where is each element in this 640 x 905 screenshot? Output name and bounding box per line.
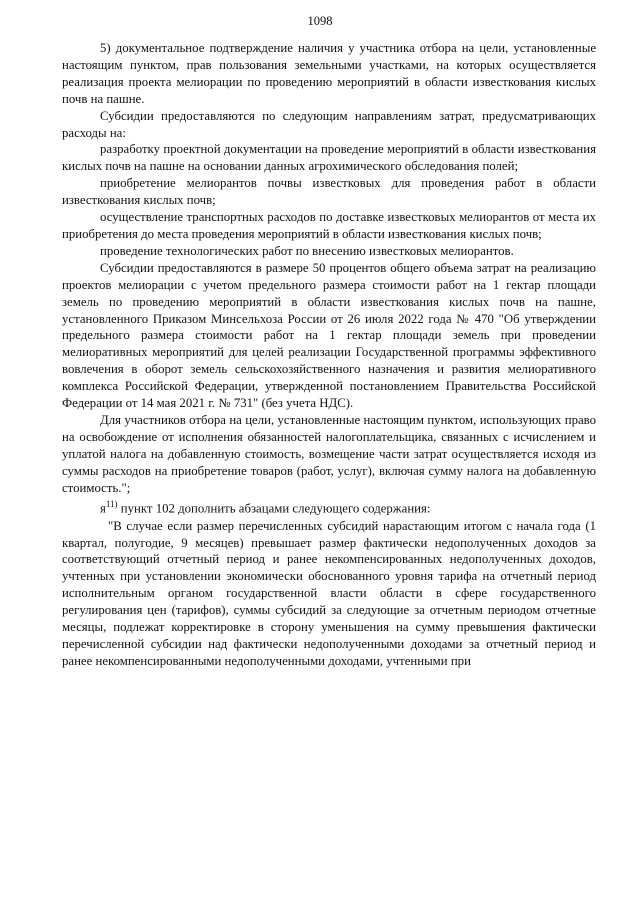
paragraph-technological-works: проведение технологических работ по внесению известковых мелиорантов.	[100, 243, 514, 258]
paragraph-item-11	[62, 496, 596, 517]
paragraph-subsidy-directions: Субсидии предоставляются по следующим направлениям затрат, предусматривающих расходы на:	[62, 108, 596, 140]
paragraph-design-documentation: разработку проектной документации на проведение мероприятий в области известкования кислых почв на пашне на основании данных агрохимического обследования полей;	[62, 142, 596, 174]
page-number: 1098	[307, 14, 333, 28]
paragraph-ameliorant-purchase: приобретение мелиорантов почвы известковых для проведения работ в области известкования кислых почв;	[62, 176, 596, 208]
item-superscript: 11)	[105, 499, 118, 510]
paragraph-vat-exemption: Для участников отбора на цели, установленные настоящим пунктом, использующих право на освобождение от исполнения обязанностей налогоплательщика, связанных с исчислением и уплатой налога на добавленную стоимость, возмещение части затрат осуществляется исходя из суммы расходов на приобретение товаров (работ, услуг), включая сумму налога на добавленную стоимость.";	[62, 412, 596, 495]
item-marker: я	[100, 501, 106, 516]
paragraph-transport-expenses: осуществление транспортных расходов по доставке известковых мелиорантов от места их приобретения до места проведения мероприятий в области известкования кислых почв;	[62, 210, 596, 241]
paragraph-subsidy-amount: Субсидии предоставляются в размере 50 процентов общего объема затрат на реализацию проектов мелиорации с учетом предельного размера стоимости работ на 1 гектар площади земель по проведению мероприятий в области известкования кислых почв на пашне, установленного Приказом Минсельхоза России от 26 июля 2022 года № 470 "Об утверждении предельного размера стоимости работ на 1 гектар площади земель при проведении мелиоративных мероприятий для целей реализации Государственной программы эффективного вовлечения в оборот земель сельскохозяйственного назначения и развития мелиоративного комплекса Российской Федерации, утвержденной постановлением Правительства Российской Федерации от 14 мая 2021 г. № 731" (без учета НДС).	[62, 260, 596, 411]
item-text: пункт 102 дополнить абзацами следующего содержания:	[117, 501, 431, 516]
document-body	[62, 40, 596, 670]
paragraph-documentary-confirmation: 5) документальное подтверждение наличия у участника отбора на цели, установленные настоящим пунктом, прав пользования земельными участками, на которых осуществляется реализация проекта мелиорации по проведению мероприятий в области известкования кислых почв на пашне.	[62, 41, 596, 106]
paragraph-quote: "В случае если размер перечисленных субсидий нарастающим итогом с начала года (1 квартал, полугодие, 9 месяцев) превышает размер фактически недополученных доходов за соответствующий отчетный период и ранее некомпенсированных недополученных доходов, учтенных при установлении экономически обоснованного уровня тарифа на отчетный период исполнительным органом государственной власти области в сфере государственного регулирования цен (тарифов), суммы субсидий за следующие за отчетным периодом отчетные месяцы, подлежат корректировке в сторону уменьшения на сумму превышения фактически перечисленной субсидии над фактически недополученными доходами за отчетный период и ранее некомпенсированными недополученными доходами, учтенными при	[62, 518, 596, 668]
